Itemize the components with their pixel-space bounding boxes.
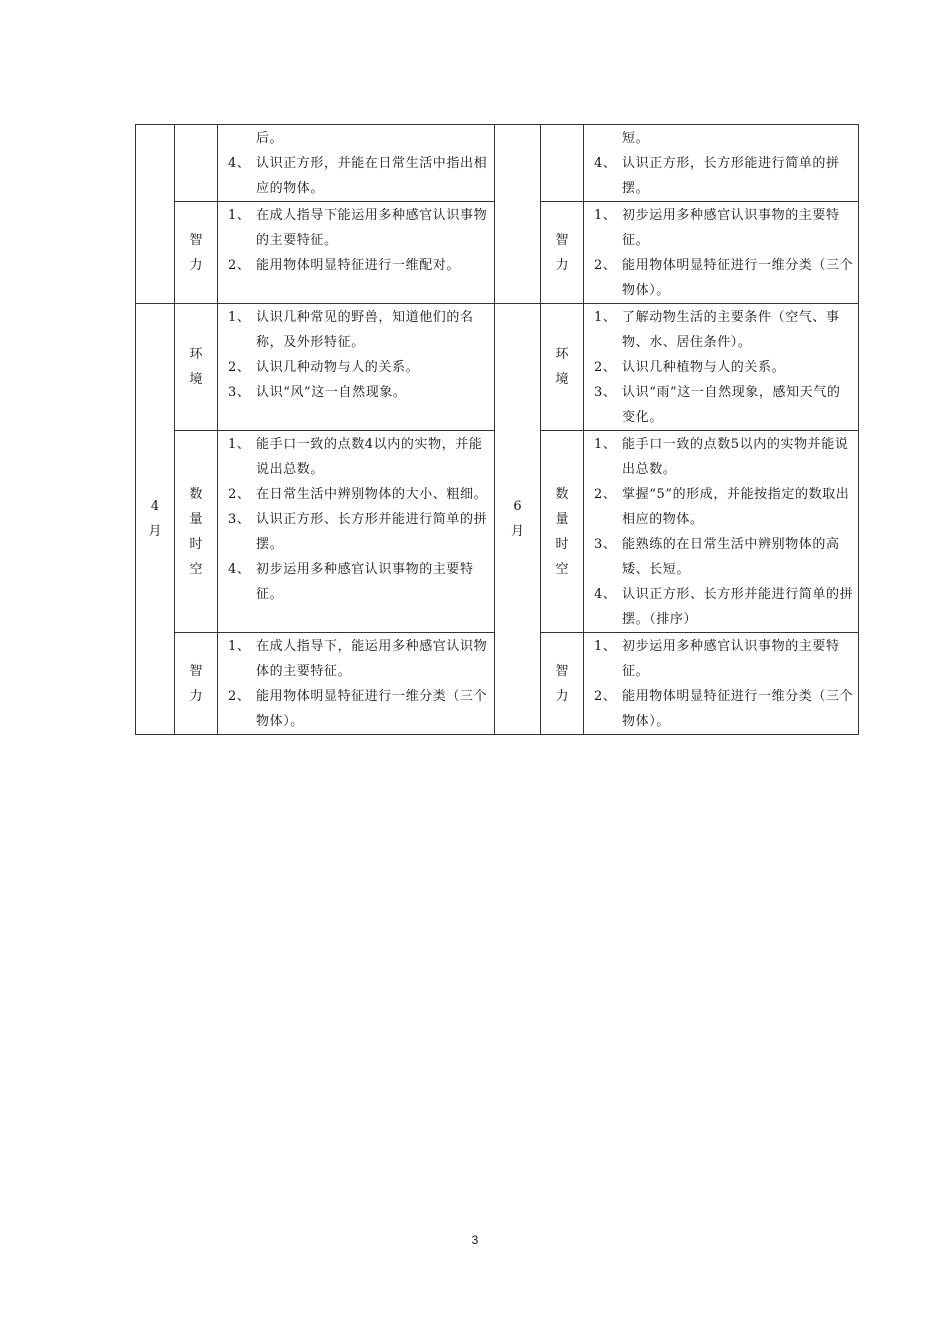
item-text: 初步运用多种感官认识事物的主要特征。 (256, 562, 474, 602)
label-char: 力 (189, 688, 203, 704)
item-number: 4、 (228, 562, 251, 577)
item-number: 3、 (594, 537, 617, 552)
list-item (594, 151, 854, 201)
item-number (228, 126, 256, 151)
item-text: 认识正方形，并能在日常生活中指出相应的物体。 (256, 156, 488, 196)
item-number: 1、 (594, 639, 617, 654)
label-char: 境 (555, 372, 569, 387)
item-text: 认识几种植物与人的关系。 (622, 360, 786, 375)
content-cell (584, 633, 859, 735)
curriculum-table (135, 124, 859, 735)
list-item (228, 482, 490, 507)
label-char: 时 (555, 536, 569, 552)
label-char: 数 (555, 486, 569, 502)
label-char: 量 (555, 511, 569, 527)
item-number: 1、 (228, 208, 251, 223)
month-label (495, 494, 540, 544)
list-item (594, 532, 854, 582)
item-text: 认识“风”这一自然现象。 (256, 385, 407, 400)
label-char: 智 (189, 663, 203, 679)
item-text: 能用物体明显特征进行一维分类（三个物体）。 (622, 258, 854, 298)
category-cell (175, 431, 218, 633)
label-char: 数 (189, 486, 203, 502)
item-text: 认识正方形，长方形能进行简单的拼摆。 (622, 156, 840, 196)
row-continuation (136, 125, 859, 202)
month-label (136, 494, 174, 544)
item-text: 认识正方形、长方形并能进行简单的拼摆。 (256, 512, 488, 552)
content-cell (218, 633, 495, 735)
label-char: 6 (513, 499, 522, 514)
category-label (175, 342, 217, 392)
row-environment (136, 304, 859, 431)
item-number: 2、 (228, 689, 251, 704)
item-number: 3、 (228, 385, 251, 400)
category-label (175, 482, 217, 582)
item-number (594, 126, 622, 151)
category-label (541, 482, 583, 582)
label-char: 环 (189, 347, 203, 362)
list-item (228, 305, 490, 355)
list-item (594, 126, 854, 151)
item-text: 初步运用多种感官认识事物的主要特征。 (622, 208, 840, 248)
item-text: 能熟练的在日常生活中辨别物体的高矮、长短。 (622, 537, 840, 577)
month-cell-right (495, 304, 541, 735)
item-text: 能手口一致的点数4以内的实物，并能说出总数。 (256, 437, 483, 477)
item-number: 1、 (228, 437, 251, 452)
category-cell (541, 633, 584, 735)
item-number: 2、 (594, 360, 617, 375)
month-cell-left (136, 304, 175, 735)
list-item (228, 432, 490, 482)
item-number: 4、 (594, 156, 617, 171)
item-number: 3、 (228, 512, 251, 527)
item-text: 短。 (622, 131, 650, 146)
list-item (228, 380, 490, 405)
list-item (594, 582, 854, 632)
list-item (594, 305, 854, 355)
item-number: 2、 (228, 258, 251, 273)
list-item (228, 557, 490, 607)
list-item (228, 151, 490, 201)
label-char: 月 (510, 524, 524, 539)
item-number: 2、 (594, 258, 617, 273)
list-item (594, 203, 854, 253)
list-item (228, 203, 490, 253)
category-cell (175, 304, 218, 431)
list-item (594, 432, 854, 482)
label-char: 力 (555, 688, 569, 704)
list-item (594, 380, 854, 430)
item-text: 在日常生活中辨别物体的大小、粗细。 (256, 487, 488, 502)
item-text: 掌握“5”的形成，并能按指定的数取出相应的物体。 (622, 487, 850, 527)
item-number: 2、 (228, 487, 251, 502)
label-char: 量 (189, 511, 203, 527)
list-item (228, 634, 490, 684)
content-cell (218, 304, 495, 431)
item-number: 1、 (228, 310, 251, 325)
content-cell (218, 125, 495, 202)
item-text: 认识“雨”这一自然现象，感知天气的变化。 (622, 385, 841, 425)
category-label (541, 228, 583, 278)
item-number: 2、 (594, 689, 617, 704)
list-item (594, 684, 854, 734)
label-char: 力 (555, 257, 569, 273)
category-cell (541, 431, 584, 633)
list-item (228, 253, 490, 278)
category-label (175, 659, 217, 709)
label-char: 4 (150, 499, 160, 514)
item-text: 认识几种常见的野兽，知道他们的名称，及外形特征。 (256, 310, 474, 350)
list-item (594, 634, 854, 684)
item-text: 在成人指导下，能运用多种感官认识物体的主要特征。 (256, 639, 488, 679)
label-char: 智 (189, 232, 203, 248)
item-number: 1、 (594, 437, 617, 452)
content-cell (584, 125, 859, 202)
label-char: 空 (189, 561, 203, 577)
item-text: 能用物体明显特征进行一维配对。 (256, 258, 461, 273)
label-char: 月 (148, 524, 162, 539)
item-number: 1、 (594, 310, 617, 325)
item-text: 能用物体明显特征进行一维分类（三个物体）。 (622, 689, 854, 729)
label-char: 智 (555, 663, 569, 679)
label-char: 环 (555, 347, 569, 362)
page-number: 3 (471, 1233, 479, 1247)
content-cell (584, 431, 859, 633)
content-cell (218, 431, 495, 633)
item-text: 在成人指导下能运用多种感官认识事物的主要特征。 (256, 208, 488, 248)
category-cell (175, 202, 218, 304)
item-number: 4、 (228, 156, 251, 171)
item-text: 能手口一致的点数5以内的实物并能说出总数。 (622, 437, 849, 477)
category-cell (175, 633, 218, 735)
label-char: 时 (189, 536, 203, 552)
category-cell-empty-right (541, 125, 584, 202)
list-item (228, 507, 490, 557)
category-label (541, 659, 583, 709)
list-item (594, 253, 854, 303)
item-text: 认识正方形、长方形并能进行简单的拼摆。（排序） (622, 587, 854, 627)
list-item (228, 355, 490, 380)
category-label (541, 342, 583, 392)
list-item (594, 482, 854, 532)
month-cell-prev-right (495, 125, 541, 304)
item-number: 4、 (594, 587, 617, 602)
item-text: 认识几种动物与人的关系。 (256, 360, 420, 375)
item-number: 1、 (594, 208, 617, 223)
content-cell (584, 202, 859, 304)
item-number: 2、 (228, 360, 251, 375)
item-text: 了解动物生活的主要条件（空气、事物、水、居住条件）。 (622, 310, 840, 350)
category-cell (541, 202, 584, 304)
category-label (175, 228, 217, 278)
month-cell-prev-left (136, 125, 175, 304)
category-cell (541, 304, 584, 431)
list-item (594, 355, 854, 380)
label-char: 境 (189, 372, 203, 387)
item-number: 2、 (594, 487, 617, 502)
label-char: 力 (189, 257, 203, 273)
item-number: 3、 (594, 385, 617, 400)
item-text: 后。 (256, 131, 284, 146)
item-number: 1、 (228, 639, 251, 654)
category-cell-empty-left (175, 125, 218, 202)
label-char: 智 (555, 232, 569, 248)
content-cell (584, 304, 859, 431)
content-cell (218, 202, 495, 304)
list-item (228, 126, 490, 151)
list-item (228, 684, 490, 734)
item-text: 能用物体明显特征进行一维分类（三个物体）。 (256, 689, 488, 729)
label-char: 空 (555, 561, 569, 577)
item-text: 初步运用多种感官认识事物的主要特征。 (622, 639, 840, 679)
